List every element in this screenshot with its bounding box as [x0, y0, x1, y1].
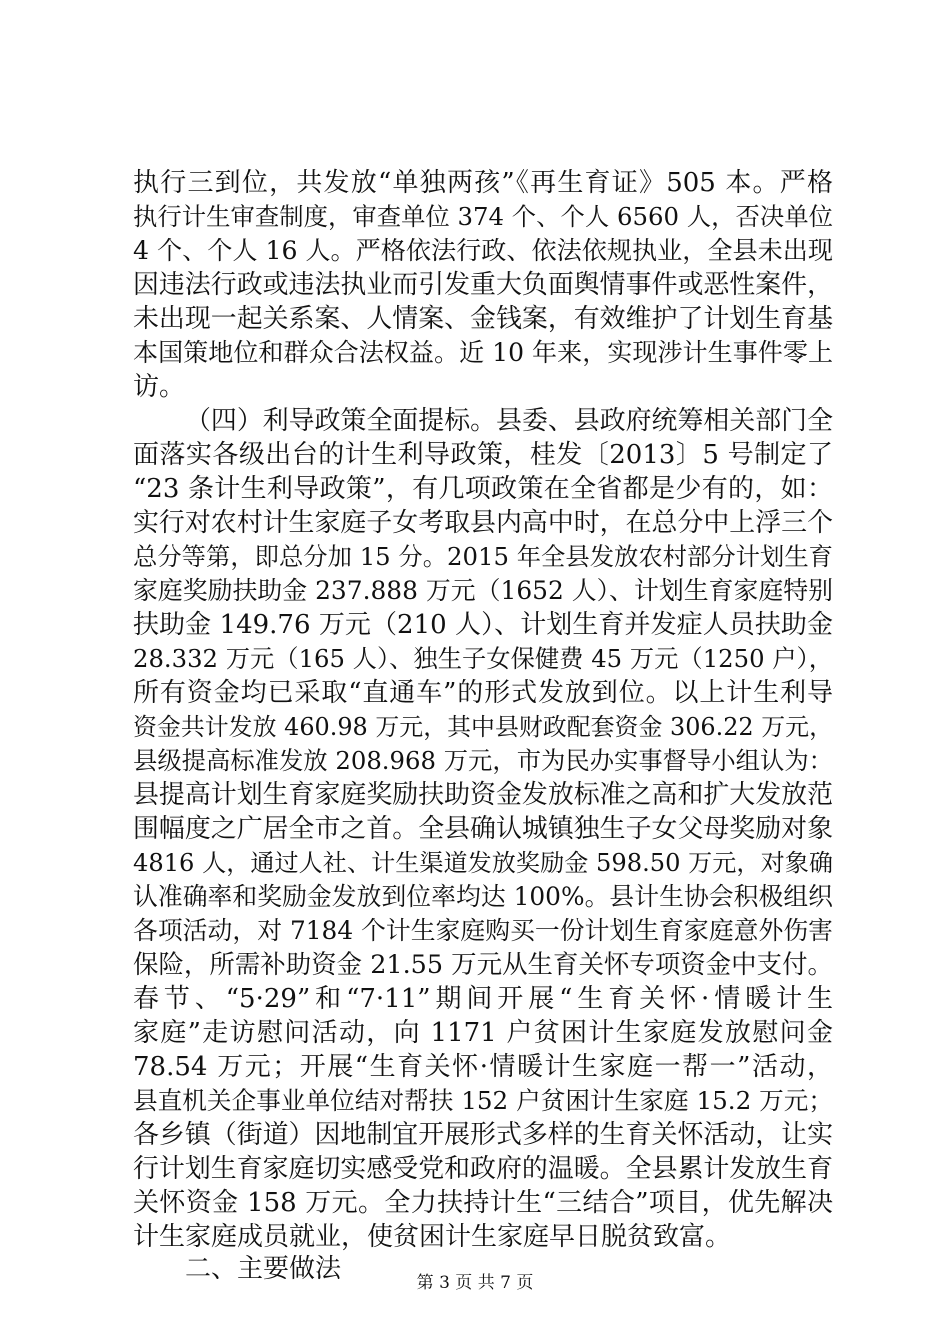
- text-line: 保险，所需补助资金 21.55 万元从生育关怀专项资金中支付。: [133, 950, 833, 980]
- text-line: 围幅度之广居全市之首。全县确认城镇独生子女父母奖励对象: [133, 814, 833, 844]
- text-line: 执行三到位，共发放“单独两孩”《再生育证》505 本。严格: [133, 168, 833, 198]
- text-line: 因违法行政或违法执业而引发重大负面舆情事件或恶性案件，: [133, 270, 833, 300]
- text-line: 总分等第，即总分加 15 分。2015 年全县发放农村部分计划生育: [133, 542, 833, 571]
- text-line: 实行对农村计生家庭子女考取县内高中时，在总分中上浮三个: [133, 508, 833, 538]
- text-line: 行计划生育家庭切实感受党和政府的温暖。全县累计发放生育: [133, 1154, 833, 1184]
- text-line: 所有资金均已采取“直通车”的形式发放到位。以上计生利导: [133, 678, 833, 708]
- text-line: 未出现一起关系案、人情案、金钱案，有效维护了计划生育基: [133, 304, 833, 334]
- text-line: 扶助金 149.76 万元（210 人）、计划生育并发症人员扶助金: [133, 610, 833, 640]
- text-line: 春节、“5·29”和“7·11”期间开展“生育关怀·情暖计生: [133, 984, 833, 1014]
- text-line: 28.332 万元（165 人）、独生子女保健费 45 万元（1250 户），: [133, 644, 833, 673]
- text-line: 县提高计划生育家庭奖励扶助资金发放标准之高和扩大发放范: [133, 780, 833, 810]
- text-line: 4 个、个人 16 人。严格依法行政、依法依规执业，全县未出现: [133, 236, 834, 265]
- section-heading-line: 二、主要做法: [185, 1254, 342, 1284]
- section-heading-line: （四）利导政策全面提标。县委、县政府统筹相关部门全: [185, 406, 833, 436]
- page-number-footer: 第 3 页 共 7 页: [416, 1273, 534, 1293]
- text-line: 本国策地位和群众合法权益。近 10 年来，实现涉计生事件零上: [133, 338, 833, 367]
- text-line: 家庭”走访慰问活动，向 1171 户贫困计生家庭发放慰问金: [133, 1018, 833, 1048]
- text-line: “23 条计生利导政策”，有几项政策在全省都是少有的，如：: [133, 474, 833, 504]
- text-line: 县直机关企事业单位结对帮扶 152 户贫困计生家庭 15.2 万元；: [133, 1086, 833, 1115]
- text-line: 各项活动，对 7184 个计生家庭购买一份计划生育家庭意外伤害: [133, 916, 833, 945]
- text-line: 执行计生审查制度，审查单位 374 个、个人 6560 人，否决单位: [133, 202, 833, 231]
- text-line: 关怀资金 158 万元。全力扶持计生“三结合”项目，优先解决: [133, 1188, 833, 1218]
- text-line: 家庭奖励扶助金 237.888 万元（1652 人）、计划生育家庭特别: [133, 576, 833, 605]
- text-line: 面落实各级出台的计生利导政策，桂发〔2013〕5 号制定了: [133, 440, 833, 470]
- text-line: 县级提高标准发放 208.968 万元，市为民办实事督导小组认为：: [133, 746, 833, 775]
- text-line: 78.54 万元；开展“生育关怀·情暖计生家庭一帮一”活动，: [133, 1052, 833, 1082]
- text-line: 认准确率和奖励金发放到位率均达 100%。县计生协会积极组织: [133, 882, 833, 911]
- text-line: 资金共计发放 460.98 万元，其中县财政配套资金 306.22 万元，: [133, 713, 833, 741]
- text-line: 各乡镇（街道）因地制宜开展形式多样的生育关怀活动，让实: [133, 1120, 833, 1150]
- text-line: 访。: [133, 372, 186, 402]
- text-line: 4816 人，通过人社、计生渠道发放奖励金 598.50 万元，对象确: [133, 849, 833, 877]
- text-line: 计生家庭成员就业，使贫困计生家庭早日脱贫致富。: [133, 1222, 732, 1252]
